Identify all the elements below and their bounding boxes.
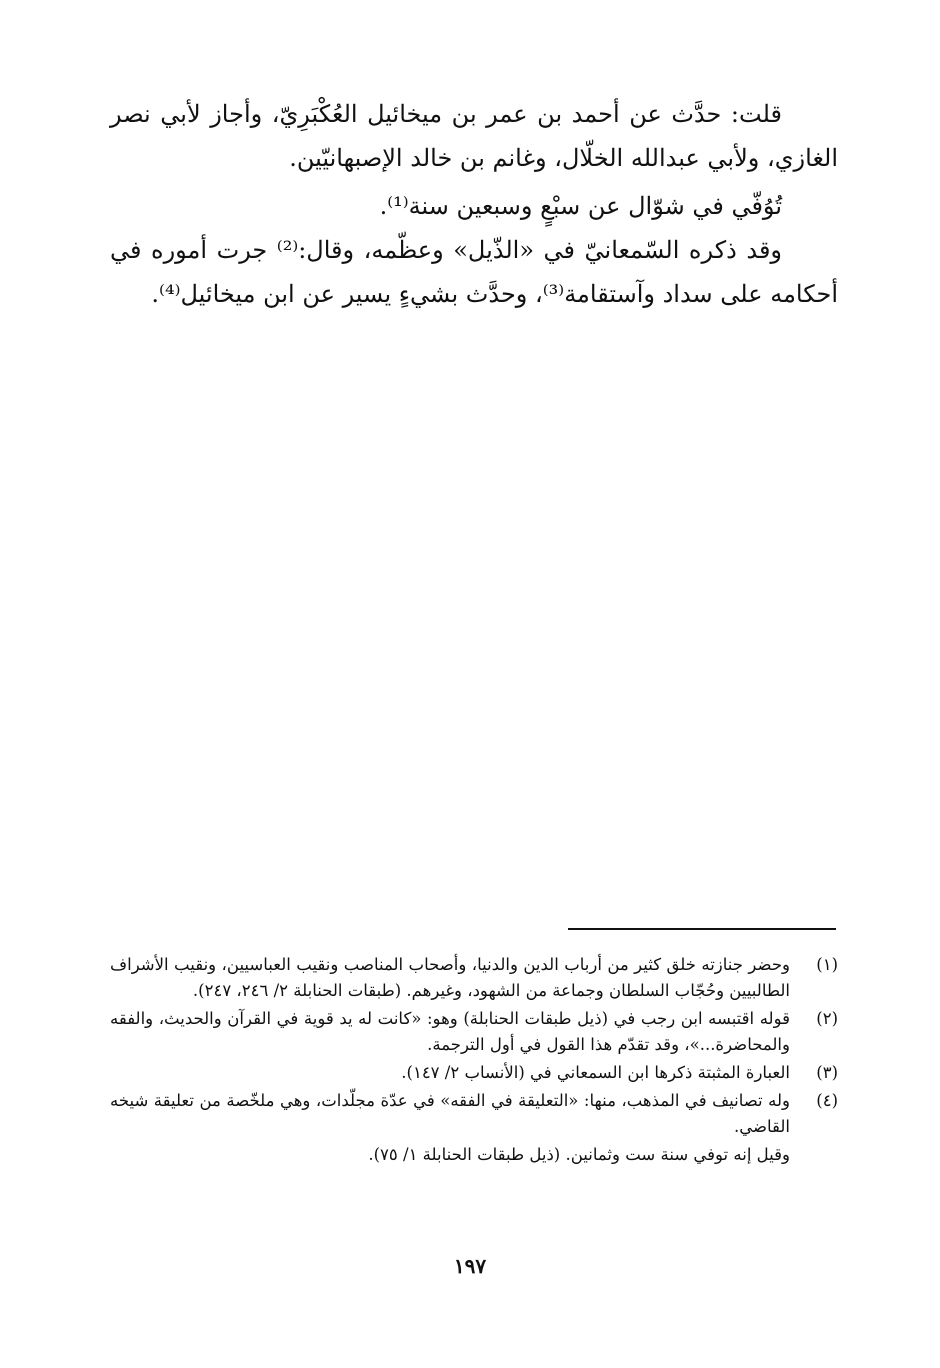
footnote-number: (٤)	[816, 1091, 838, 1110]
footnote-number: (١)	[816, 955, 838, 974]
footnote-1	[110, 952, 838, 1004]
footnote-text: وحضر جنازته خلق كثير من أرباب الدين والدنيا، وأصحاب المناصب ونقيب العباسيين، ونقيب الأشراف الطالبيين وحُجّاب السلطان وجماعة من الشهود، وغيرهم. (طبقات الحنابلة ٢/ ٢٤٦، ٢٤٧).	[110, 955, 790, 1000]
footnote-3	[110, 1060, 838, 1086]
paragraph-2: تُوُفّي في شوّال عن سبْعٍ وسبعين سنة⁽¹⁾.	[379, 192, 782, 220]
page-number: ١٩٧	[453, 1254, 487, 1278]
footnote-separator	[568, 928, 836, 930]
footnote-text: وله تصانيف في المذهب، منها: «التعليقة في الفقه» في عدّة مجلّدات، وهي ملخّصة من تعليقة شيخه القاضي.	[110, 1091, 790, 1136]
footnote-text: قوله اقتبسه ابن رجب في (ذيل طبقات الحنابلة) وهو: «كانت له يد قوية في القرآن والحديث، والفقه والمحاضرة...»، وقد تقدّم هذا القول في أول الترجمة.	[110, 1009, 790, 1054]
footnotes	[110, 952, 838, 1168]
paragraph-3: وقد ذكره السّمعانيّ في «الذّيل» وعظّمه، وقال:⁽²⁾ جرت أموره في أحكامه على سداد وآستقامة⁽³⁾، وحدَّث بشيءٍ يسير عن ابن ميخائيل⁽⁴⁾.	[110, 236, 838, 308]
footnote-text: العبارة المثبتة ذكرها ابن السمعاني في (الأنساب ٢/ ١٤٧).	[401, 1063, 790, 1082]
footnote-number: (٣)	[816, 1063, 838, 1082]
footnote-4-continuation: وقيل إنه توفي سنة ست وثمانين. (ذيل طبقات الحنابلة ١/ ٧٥).	[368, 1145, 790, 1164]
paragraph-1: قلت: حدَّث عن أحمد بن عمر بن ميخائيل العُكْبَرِيّ، وأجاز لأبي نصر الغازي، ولأبي عبدالله الخلّال، وغانم بن خالد الإصبهانيّين.	[110, 100, 838, 172]
main-text	[110, 92, 838, 316]
footnote-number: (٢)	[816, 1009, 838, 1028]
footnote-2	[110, 1006, 838, 1058]
footnote-4	[110, 1088, 838, 1140]
